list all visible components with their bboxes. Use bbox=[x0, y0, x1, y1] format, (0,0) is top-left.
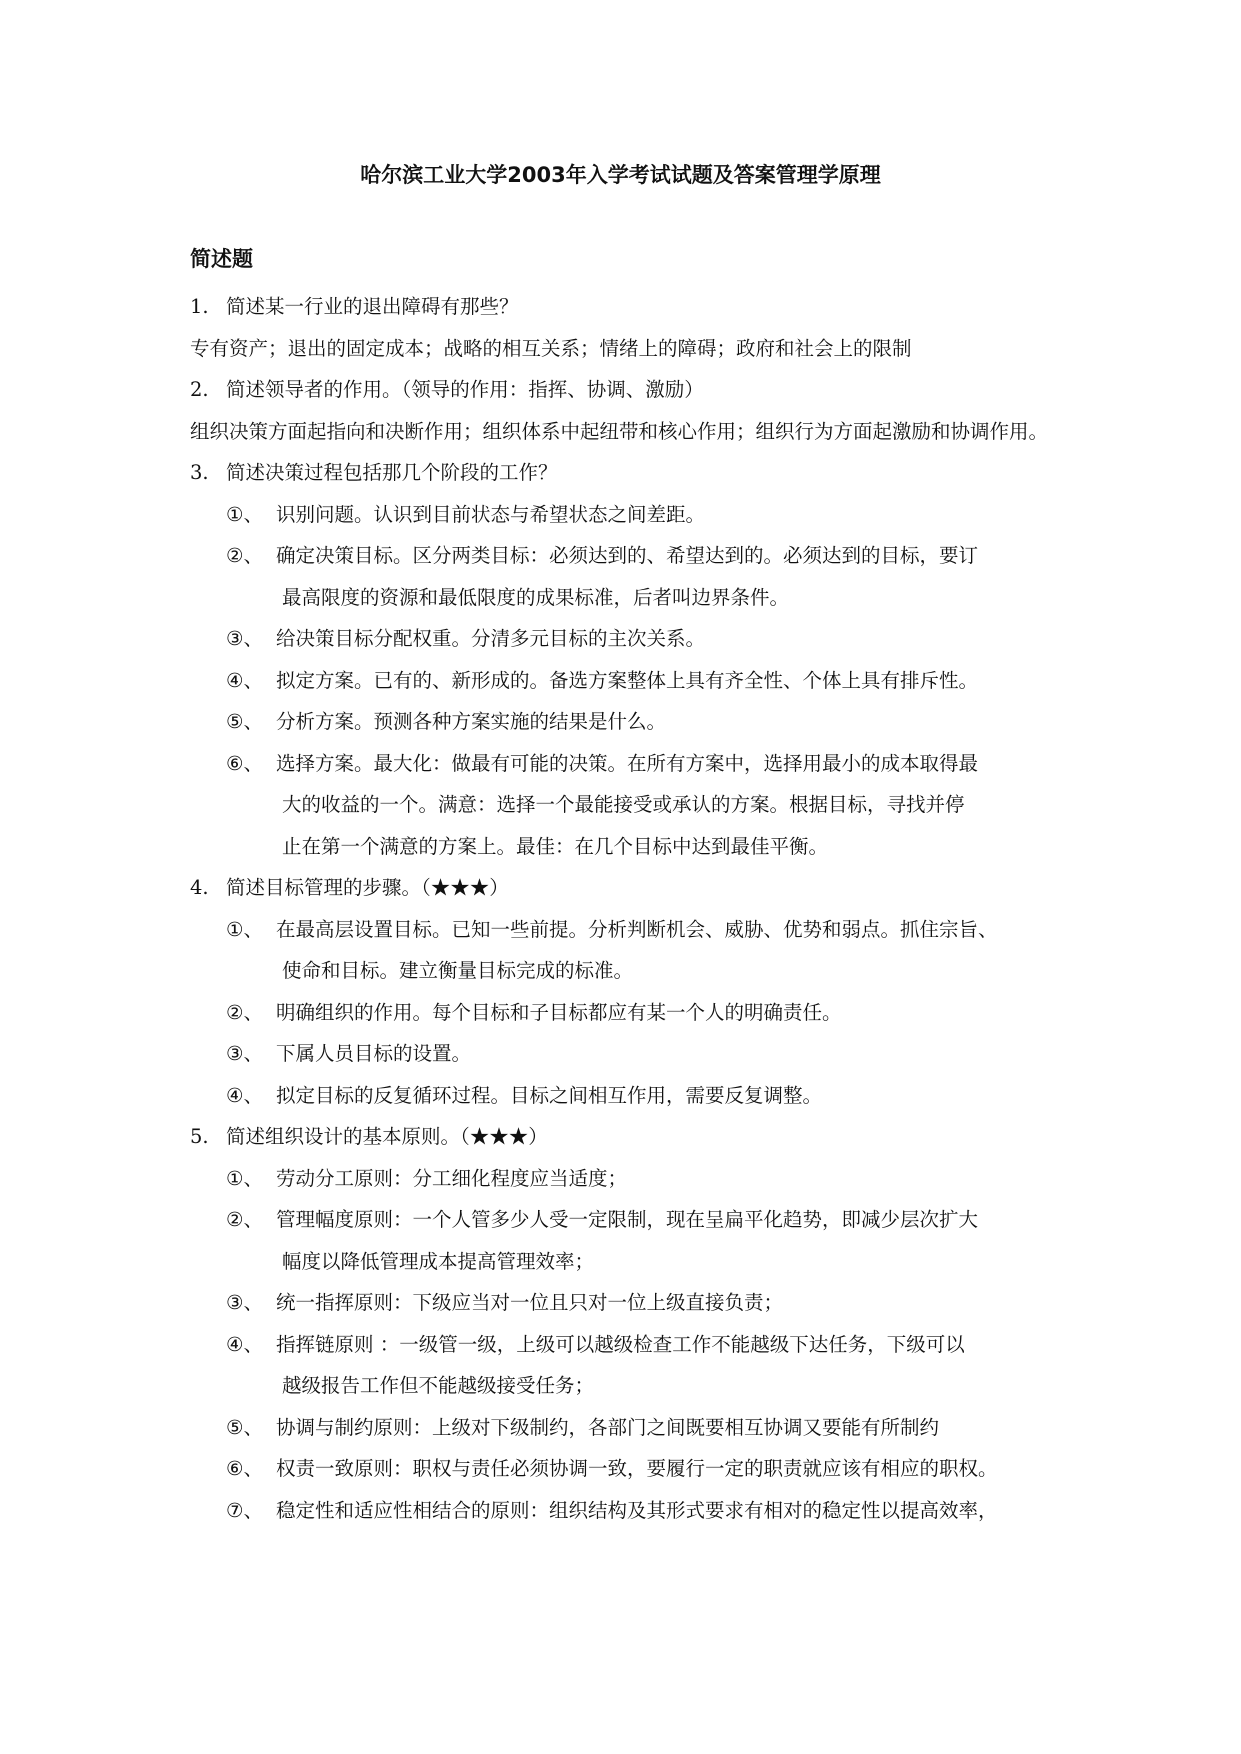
item-marker: ②、 bbox=[226, 544, 263, 567]
question-text: 简述领导者的作用。（领导的作用：指挥、协调、激励） bbox=[226, 378, 704, 401]
list-item bbox=[226, 535, 1070, 618]
item-marker: ③、 bbox=[226, 1291, 263, 1314]
item-marker: ⑤、 bbox=[226, 1415, 263, 1439]
item-marker: ⑤、 bbox=[226, 710, 263, 733]
list-item bbox=[226, 1158, 1070, 1200]
item-text: 协调与制约原则：上级对下级制约，各部门之间既要相互协调又要能有所制约 bbox=[276, 1415, 940, 1439]
list-item bbox=[226, 1324, 1070, 1407]
item-text: 稳定性和适应性相结合的原则：组织结构及其形式要求有相对的稳定性以提高效率， bbox=[276, 1498, 998, 1522]
document-body bbox=[190, 286, 1070, 1531]
list-item bbox=[226, 1033, 1070, 1075]
item-text: 拟定方案。已有的、新形成的。备选方案整体上具有齐全性、个体上具有排斥性。 bbox=[276, 668, 979, 692]
item-marker: ⑥、 bbox=[226, 1457, 263, 1480]
item-marker: ③、 bbox=[226, 1042, 263, 1065]
item-text: 分析方案。预测各种方案实施的结果是什么。 bbox=[276, 710, 667, 733]
item-text: 管理幅度原则：一个人管多少人受一定限制，现在呈扁平化趋势，即减少层次扩大 bbox=[276, 1208, 979, 1231]
list-item bbox=[226, 992, 1070, 1034]
item-text: 指挥链原则 ：一级管一级，上级可以越级检查工作不能越级下达任务，下级可以 bbox=[276, 1332, 965, 1356]
question-text: 简述组织设计的基本原则。（★★★） bbox=[226, 1125, 548, 1148]
section-heading: 简述题 bbox=[190, 247, 253, 271]
question-1 bbox=[190, 286, 1070, 328]
item-text: 在最高层设置目标。已知一些前提。分析判断机会、威胁、优势和弱点。抓住宗旨、 bbox=[276, 917, 998, 941]
item-text: 明确组织的作用。每个目标和子目标都应有某一个人的明确责任。 bbox=[276, 1000, 842, 1024]
item-text: 选择方案。最大化：做最有可能的决策。在所有方案中，选择用最小的成本取得最 bbox=[276, 751, 979, 775]
question-number: 4. bbox=[190, 876, 209, 899]
question-text: 简述决策过程包括那几个阶段的工作？ bbox=[226, 461, 558, 484]
item-marker: ①、 bbox=[226, 502, 263, 526]
item-marker: ④、 bbox=[226, 1332, 263, 1356]
list-item bbox=[226, 660, 1070, 702]
question-number: 3. bbox=[190, 461, 209, 484]
list-item bbox=[226, 909, 1070, 992]
item-marker: ①、 bbox=[226, 917, 263, 941]
item-text: 劳动分工原则：分工细化程度应当适度； bbox=[276, 1166, 628, 1190]
item-text: 权责一致原则：职权与责任必须协调一致，要履行一定的职责就应该有相应的职权。 bbox=[276, 1457, 998, 1480]
question-text: 简述某一行业的退出障碍有那些？ bbox=[226, 295, 519, 318]
question-number: 5. bbox=[190, 1125, 209, 1148]
list-item bbox=[226, 743, 1070, 868]
question-3 bbox=[190, 452, 1070, 494]
document-title: 哈尔滨工业大学2003年入学考试试题及答案管理学原理 bbox=[360, 163, 881, 187]
item-text: 统一指挥原则：下级应当对一位且只对一位上级直接负责； bbox=[276, 1291, 784, 1314]
item-marker: ⑥、 bbox=[226, 751, 263, 775]
item-text: 给决策目标分配权重。分清多元目标的主次关系。 bbox=[276, 627, 706, 650]
list-item bbox=[226, 1448, 1070, 1490]
list-item bbox=[226, 494, 1070, 536]
item-marker: ②、 bbox=[226, 1208, 263, 1231]
list-item bbox=[226, 1075, 1070, 1117]
list-item bbox=[226, 1282, 1070, 1324]
item-text-continued: 幅度以降低管理成本提高管理效率； bbox=[282, 1249, 595, 1273]
item-marker: ③、 bbox=[226, 627, 263, 650]
item-marker: ②、 bbox=[226, 1000, 263, 1024]
list-item bbox=[226, 1490, 1070, 1532]
item-text-continued: 最高限度的资源和最低限度的成果标准，后者叫边界条件。 bbox=[282, 585, 790, 609]
question-2 bbox=[190, 369, 1070, 411]
question-number: 1. bbox=[190, 295, 209, 318]
item-text-continued: 大的收益的一个。满意：选择一个最能接受或承认的方案。根据目标，寻找并停 bbox=[282, 793, 965, 816]
item-text-continued: 止在第一个满意的方案上。最佳：在几个目标中达到最佳平衡。 bbox=[282, 834, 829, 858]
item-marker: ⑦、 bbox=[226, 1498, 263, 1522]
item-text-continued: 使命和目标。建立衡量目标完成的标准。 bbox=[282, 959, 634, 982]
item-text: 拟定目标的反复循环过程。目标之间相互作用，需要反复调整。 bbox=[276, 1083, 823, 1107]
item-marker: ①、 bbox=[226, 1166, 263, 1190]
question-text: 简述目标管理的步骤。（★★★） bbox=[226, 876, 509, 899]
question-4 bbox=[190, 867, 1070, 909]
question-5 bbox=[190, 1116, 1070, 1158]
answer-2: 组织决策方面起指向和决断作用；组织体系中起纽带和核心作用；组织行为方面起激励和协调作用。 bbox=[190, 419, 1049, 443]
item-text: 识别问题。认识到目前状态与希望状态之间差距。 bbox=[276, 502, 706, 526]
answer-1: 专有资产；退出的固定成本；战略的相互关系；情绪上的障碍；政府和社会上的限制 bbox=[190, 336, 912, 360]
item-marker: ④、 bbox=[226, 668, 263, 692]
item-text: 下属人员目标的设置。 bbox=[276, 1042, 472, 1065]
list-item bbox=[226, 618, 1070, 660]
list-item bbox=[226, 1407, 1070, 1449]
list-item bbox=[226, 1199, 1070, 1282]
question-number: 2. bbox=[190, 378, 209, 401]
item-text: 确定决策目标。区分两类目标：必须达到的、希望达到的。必须达到的目标，要订 bbox=[276, 544, 979, 567]
list-item bbox=[226, 701, 1070, 743]
item-text-continued: 越级报告工作但不能越级接受任务； bbox=[282, 1374, 595, 1397]
item-marker: ④、 bbox=[226, 1083, 263, 1107]
